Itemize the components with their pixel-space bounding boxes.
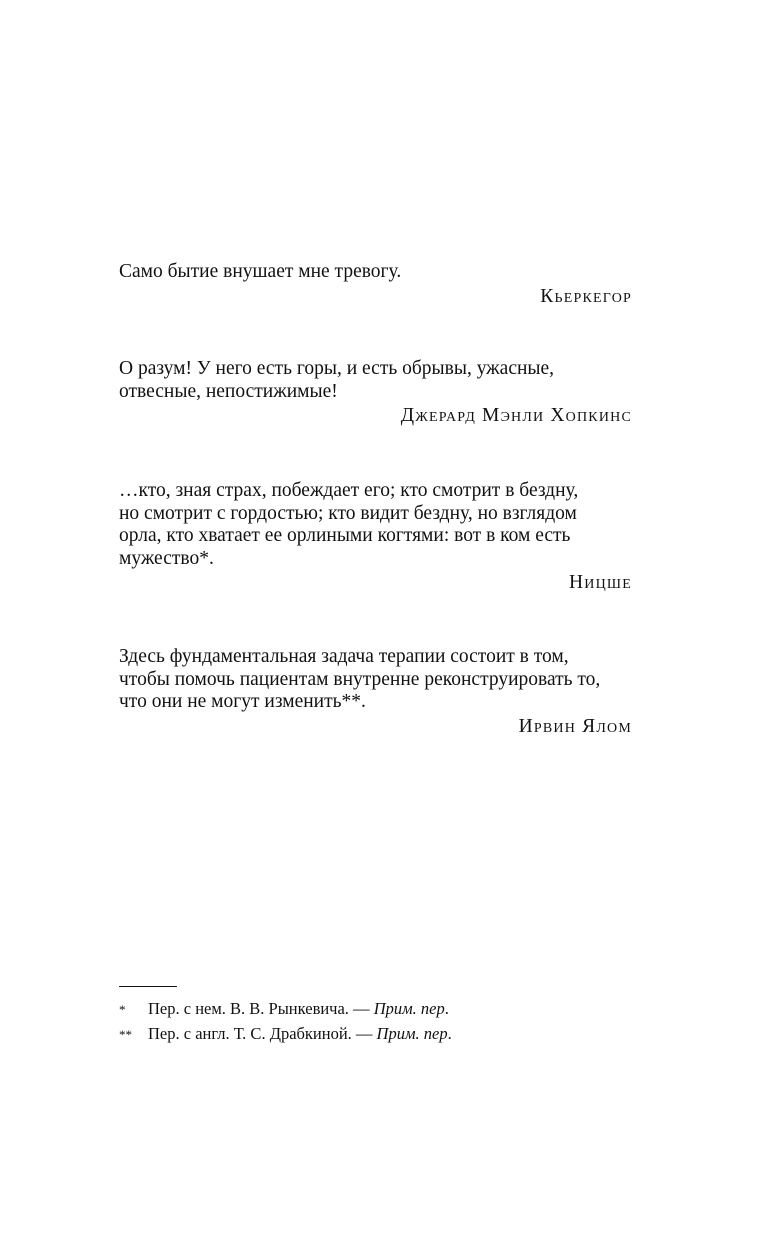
footnote-marker: * xyxy=(119,1002,126,1017)
epigraph-author: Ирвин Ялом xyxy=(518,715,632,737)
footnote-source: Пер. с нем. В. В. Рынкевича. — xyxy=(148,999,374,1018)
epigraph-line: мужество*. xyxy=(119,547,214,569)
footnote-2 xyxy=(119,1022,632,1047)
epigraph-line: что они не могут изменить**. xyxy=(119,691,366,712)
epigraph-line: …кто, зная страх, побеждает его; кто смотрит в бездну, xyxy=(119,480,579,501)
footnote-source: Пер. с англ. Т. С. Драбкиной. — xyxy=(148,1024,377,1043)
footnote-text xyxy=(148,997,449,1021)
footnote-divider xyxy=(119,986,177,987)
footnote-note-italic: Прим. пер xyxy=(373,999,445,1018)
footnote-text xyxy=(148,1022,452,1046)
footnote-end: . xyxy=(447,1024,452,1043)
epigraph-hopkins xyxy=(119,358,632,428)
epigraph-text xyxy=(119,358,632,403)
footnote-end: . xyxy=(444,999,449,1018)
epigraph-text xyxy=(119,646,632,714)
epigraph-line: О разум! У него есть горы, и есть обрывы, ужасные, xyxy=(119,358,555,379)
epigraph-text: Само бытие внушает мне тревогу. xyxy=(119,261,402,282)
epigraph-kierkegaard xyxy=(119,261,632,308)
epigraph-line: отвесные, непостижимые! xyxy=(119,380,338,402)
epigraph-author: Джерард Мэнли Хопкинс xyxy=(400,405,632,426)
epigraph-line: чтобы помочь пациентам внутренне реконструировать то, xyxy=(119,668,601,690)
epigraph-line: Здесь фундаментальная задача терапии состоит в том, xyxy=(119,646,569,667)
epigraph-line: но смотрит с гордостью; кто видит бездну, но взглядом xyxy=(119,502,577,524)
epigraph-line: орла, кто хватает ее орлиными когтями: вот в ком есть xyxy=(119,525,571,546)
footnote-marker: ** xyxy=(119,1027,132,1042)
epigraph-author: Кьеркегор xyxy=(540,285,632,307)
epigraph-text xyxy=(119,480,632,570)
footnotes xyxy=(119,997,632,1047)
footnote-1 xyxy=(119,997,632,1022)
footnote-note-italic: Прим. пер xyxy=(376,1024,448,1043)
epigraph-author: Ницше xyxy=(569,572,632,593)
epigraph-yalom xyxy=(119,646,632,738)
epigraph-nietzsche xyxy=(119,480,632,595)
